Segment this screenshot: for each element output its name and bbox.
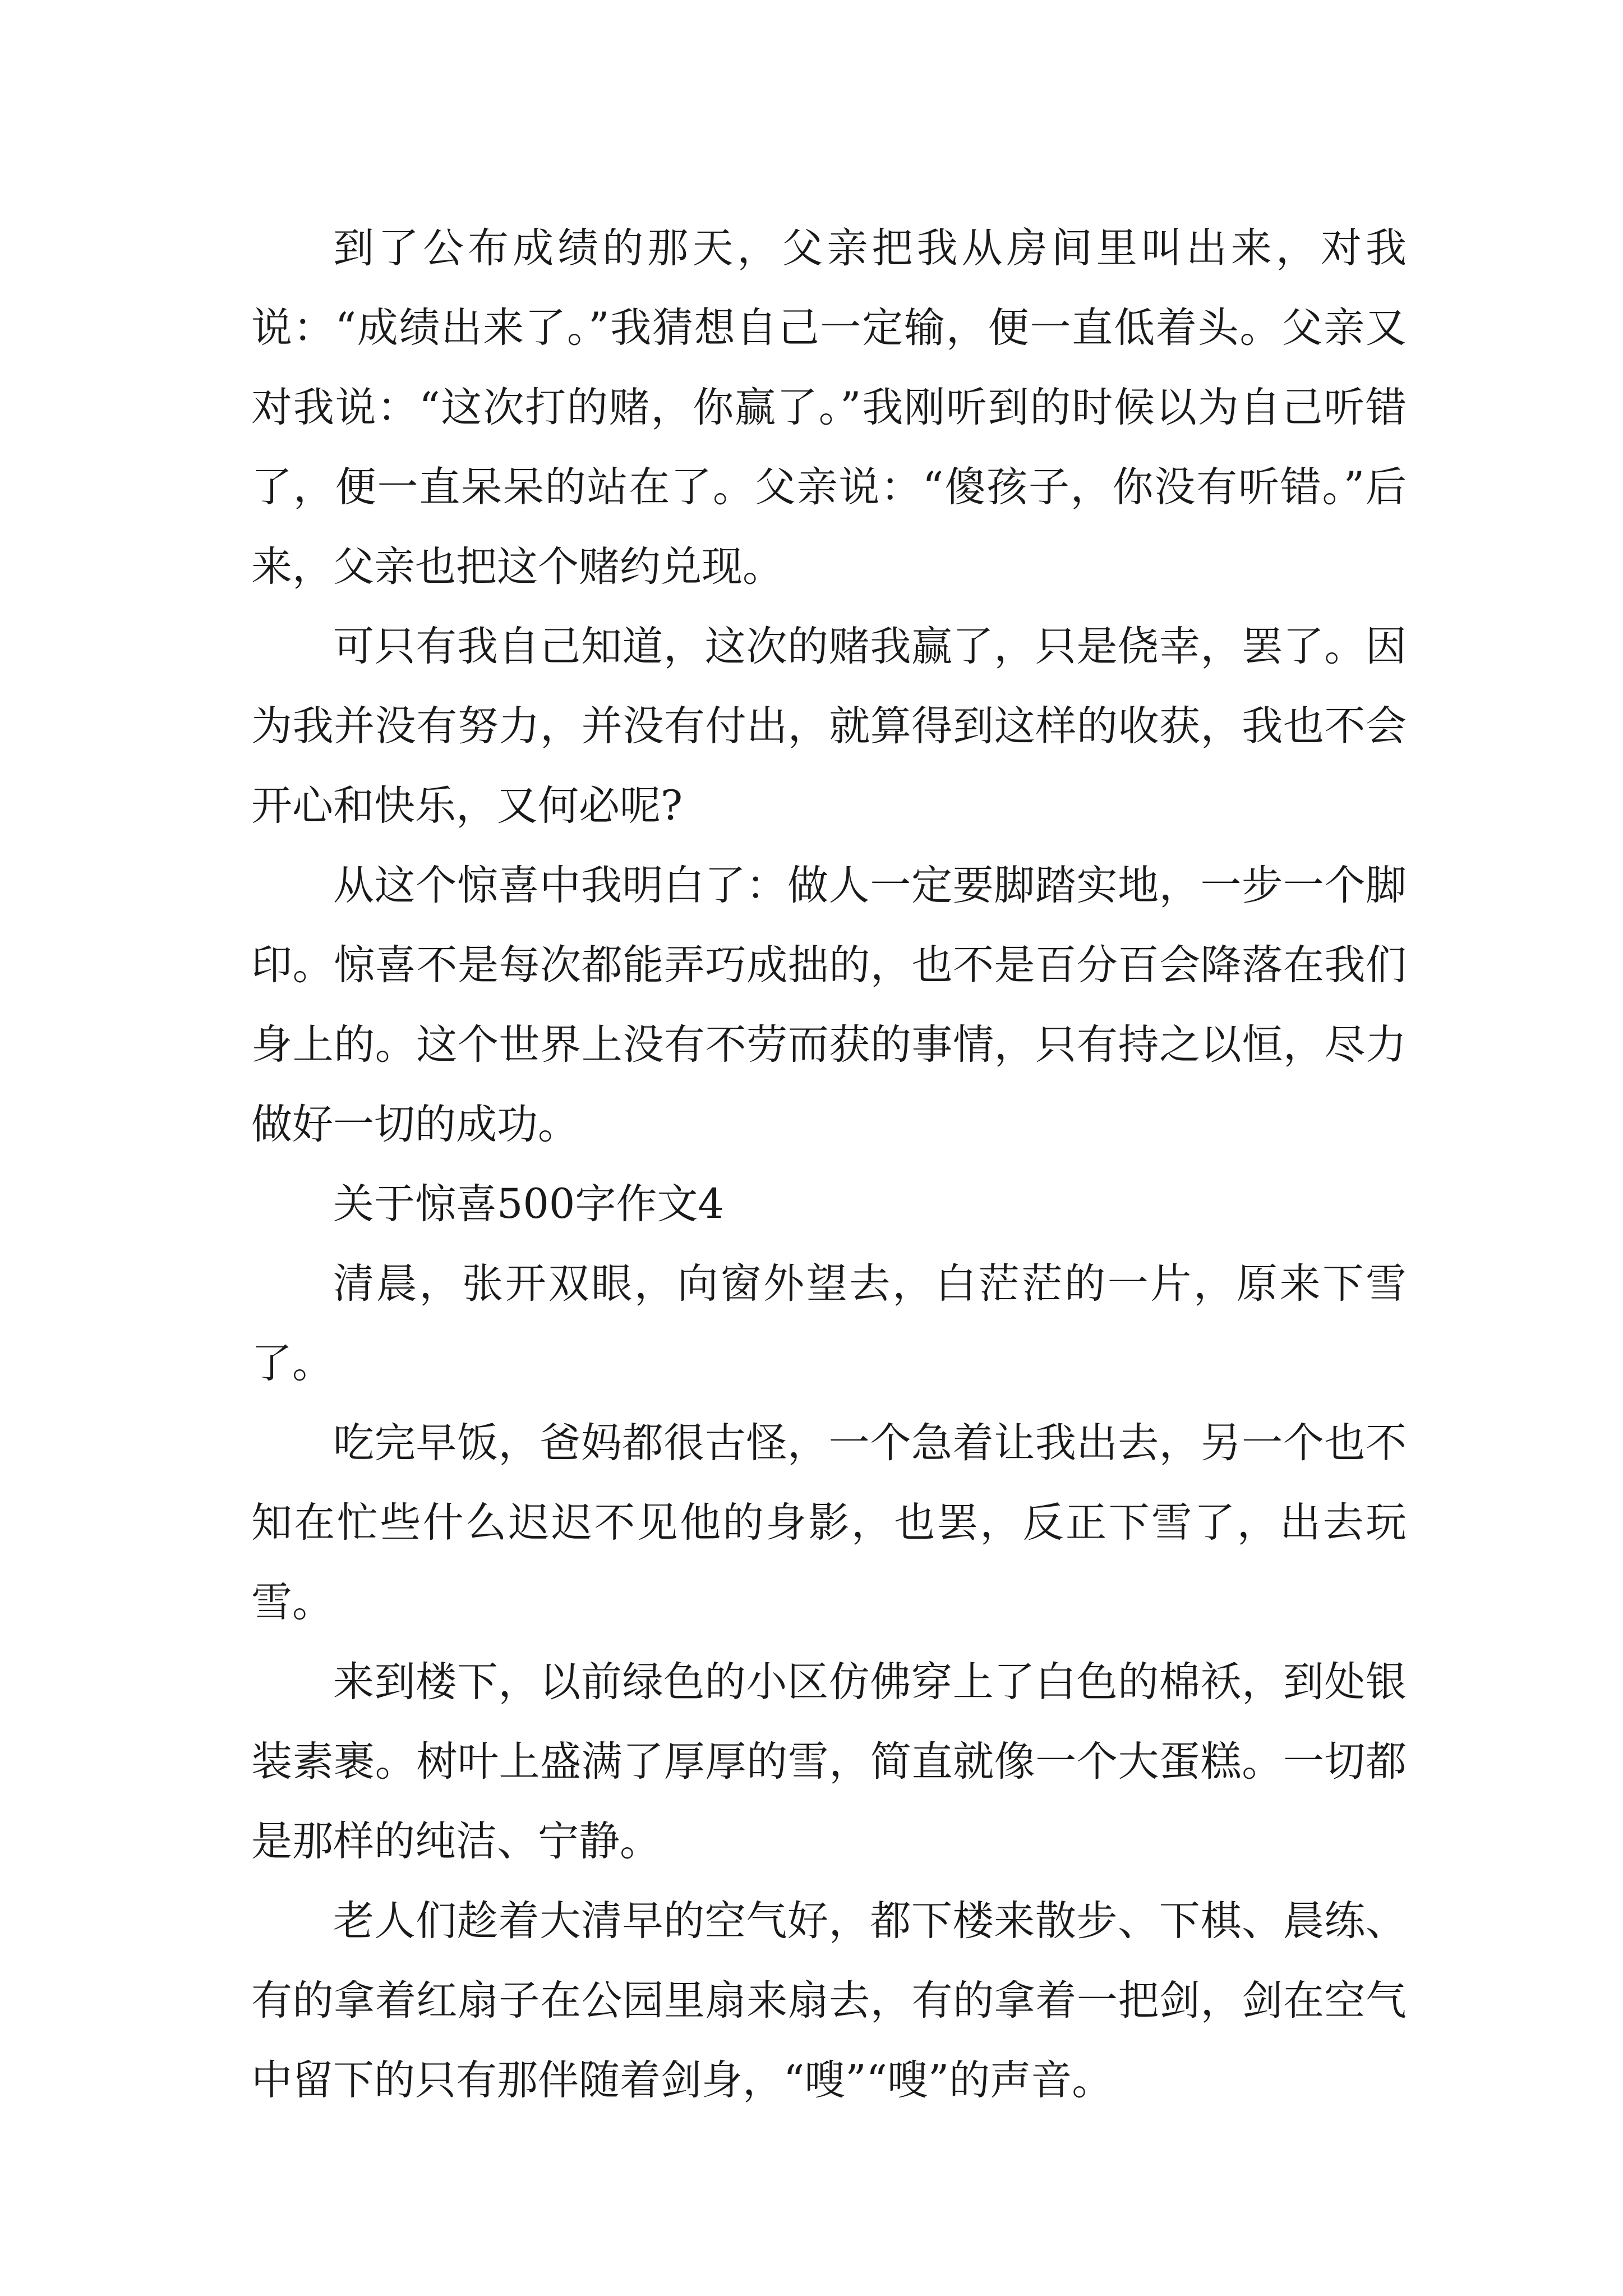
paragraph-lucky-win: 可只有我自己知道，这次的赌我赢了，只是侥幸，罢了。因为我并没有努力，并没有付出，就算得到这样的收获，我也不会开心和快乐，又何必呢? xyxy=(251,623,1407,830)
paragraph-elderly-morning: 老人们趁着大清早的空气好，都下楼来散步、下棋、晨练、有的拿着红扇子在公园里扇来扇去，有的拿着一把剑，剑在空气中留下的只有那伴随着剑身，“嗖”“嗖”的声音。 xyxy=(251,1897,1407,2104)
essay-heading: 关于惊喜500字作文4 xyxy=(333,1180,724,1228)
paragraph-snow-morning: 清晨，张开双眼，向窗外望去，白茫茫的一片，原来下雪了。 xyxy=(251,1260,1407,1387)
document-body xyxy=(251,209,1407,2120)
paragraph-announcement-day: 到了公布成绩的那天，父亲把我从房间里叫出来，对我说：“成绩出来了。”我猜想自己一定输，便一直低着头。父亲又对我说：“这次打的赌，你赢了。”我刚听到的时候以为自己听错了，便一直呆呆的站在了。父亲说：“傻孩子，你没有听错。”后来，父亲也把这个赌约兑现。 xyxy=(251,224,1407,591)
paragraph-lesson: 从这个惊喜中我明白了：做人一定要脚踏实地，一步一个脚印。惊喜不是每次都能弄巧成拙的，也不是百分百会降落在我们身上的。这个世界上没有不劳而获的事情，只有持之以恒，尽力做好一切的成功。 xyxy=(251,862,1407,1148)
paragraph-after-breakfast: 吃完早饭，爸妈都很古怪，一个急着让我出去，另一个也不知在忙些什么迟迟不见他的身影，也罢，反正下雪了，出去玩雪。 xyxy=(251,1419,1407,1626)
paragraph-downstairs: 来到楼下，以前绿色的小区仿佛穿上了白色的棉袄，到处银装素裹。树叶上盛满了厚厚的雪，简直就像一个大蛋糕。一切都是那样的纯洁、宁静。 xyxy=(251,1658,1407,1865)
